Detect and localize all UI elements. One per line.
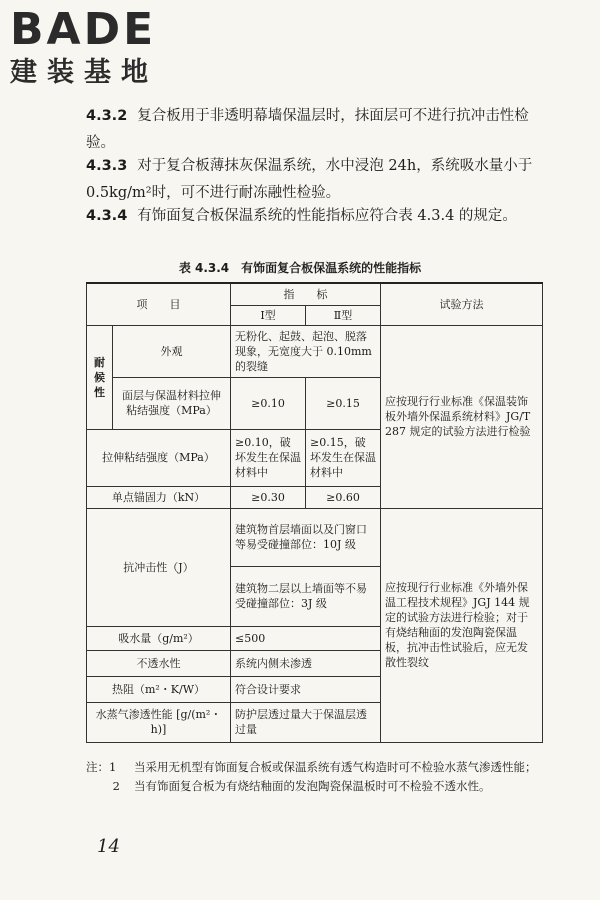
table-caption: 表 4.3.4 有饰面复合板保温系统的性能指标 (178, 261, 422, 275)
row-value: 系统内侧未渗透 (231, 650, 381, 676)
row-value: 建筑物首层墙面以及门窗口等易受碰撞部位：10J 级 (231, 508, 381, 566)
test-method-2: 应按现行行业标准《外墙外保温工程技术规程》JGJ 144 规定的试验方法进行检验；对于有烧结釉面的发泡陶瓷保温板，抗冲击性试验后，应无发散性裂纹 (381, 508, 543, 742)
clause-text: 复合板用于非透明幕墙保温层时，抹面层可不进行抗冲击性检验。 (86, 108, 529, 151)
clause-text: 有饰面复合板保温系统的性能指标应符合表 4.3.4 的规定。 (137, 208, 517, 224)
header-indicator: 指 标 (231, 283, 381, 305)
row-value: 无粉化、起鼓、起泡、脱落现象，无宽度大于 0.10mm 的裂缝 (231, 325, 381, 377)
brand-logo (10, 6, 158, 90)
row-value-type-1: ≥0.10，破坏发生在保温材料中 (231, 429, 306, 486)
row-name: 水蒸气渗透性能 [g/(m²・h)] (87, 702, 231, 742)
note-label: 注：1 (86, 760, 117, 774)
header-type-2: Ⅱ型 (306, 305, 381, 325)
clause-number: 4.3.2 (86, 108, 128, 124)
logo-subtitle: 建装基地 (10, 57, 158, 88)
header-type-1: Ⅰ型 (231, 305, 306, 325)
row-name: 面层与保温材料拉伸粘结强度（MPa） (113, 377, 231, 429)
page-number: 14 (97, 836, 120, 857)
row-name: 吸水量（g/m²） (87, 626, 231, 650)
test-method-1: 应按现行行业标准《保温装饰板外墙外保温系统材料》JG/T 287 规定的试验方法进行检验 (381, 325, 543, 508)
row-value-type-1: ≥0.10 (231, 377, 306, 429)
performance-table (86, 282, 543, 743)
table-row (87, 508, 543, 566)
logo-brand: BADE (10, 4, 157, 55)
clause-number: 4.3.4 (86, 208, 128, 224)
table-header-row (87, 283, 543, 305)
row-name: 抗冲击性（J） (87, 508, 231, 626)
group-weathering: 耐候性 (87, 325, 113, 429)
row-name: 单点锚固力（kN） (87, 486, 231, 508)
row-value: 符合设计要求 (231, 676, 381, 702)
row-value: 防护层透过量大于保温层透过量 (231, 702, 381, 742)
header-item: 项 目 (87, 283, 231, 325)
row-value: ≤500 (231, 626, 381, 650)
row-value-type-1: ≥0.30 (231, 486, 306, 508)
clause-4-3-4 (86, 203, 546, 230)
clause-4-3-2 (86, 103, 546, 157)
row-name: 不透水性 (87, 650, 231, 676)
table-row (87, 325, 543, 377)
note-1 (86, 758, 546, 777)
table-notes (86, 758, 546, 796)
row-name: 热阻（m²・K/W） (87, 676, 231, 702)
header-method: 试验方法 (381, 283, 543, 325)
note-label: 2 (112, 779, 120, 793)
row-value-type-2: ≥0.15，破坏发生在保温材料中 (306, 429, 381, 486)
note-2 (86, 777, 546, 796)
row-value-type-2: ≥0.60 (306, 486, 381, 508)
row-value-type-2: ≥0.15 (306, 377, 381, 429)
clause-text: 对于复合板薄抹灰保温系统，水中浸泡 24h，系统吸水量小于 0.5kg/m²时，可不进行耐冻融性检验。 (86, 158, 533, 201)
row-value: 建筑物二层以上墙面等不易受碰撞部位：3J 级 (231, 566, 381, 626)
clause-4-3-3 (86, 153, 546, 207)
clause-number: 4.3.3 (86, 158, 128, 174)
note-text: 当有饰面复合板为有烧结釉面的发泡陶瓷保温板时可不检验不透水性。 (134, 779, 491, 793)
row-name: 拉伸粘结强度（MPa） (87, 429, 231, 486)
note-text: 当采用无机型有饰面复合板或保温系统有透气构造时可不检验水蒸气渗透性能； (134, 760, 537, 774)
row-name: 外观 (113, 325, 231, 377)
